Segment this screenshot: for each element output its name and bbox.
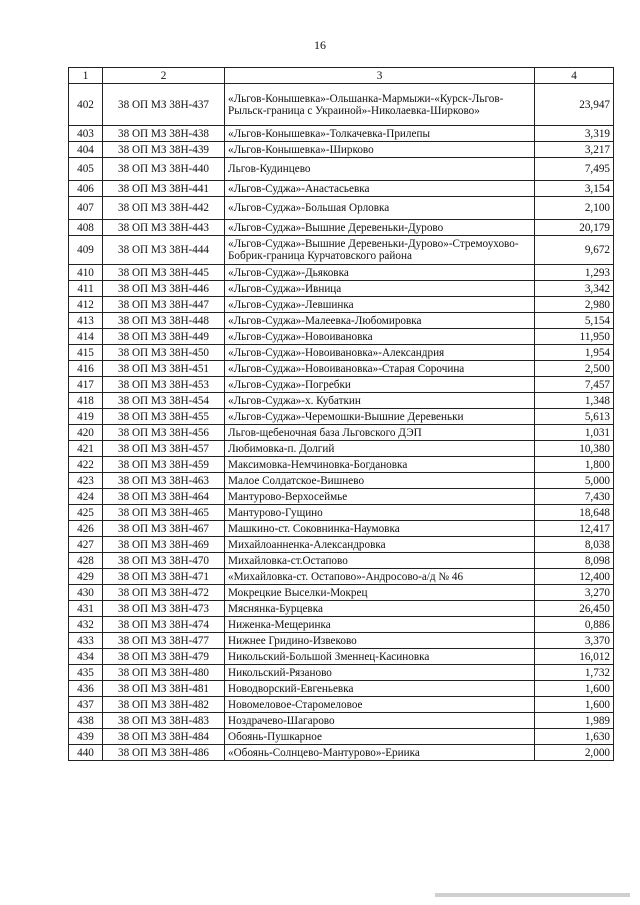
table-row — [69, 297, 614, 313]
table-row — [69, 665, 614, 681]
table-row — [69, 345, 614, 361]
road-length: 20,179 — [535, 220, 614, 236]
table-row — [69, 569, 614, 585]
row-number: 427 — [69, 537, 103, 553]
row-number: 417 — [69, 377, 103, 393]
road-code: 38 ОП МЗ 38Н-480 — [103, 665, 225, 681]
table-row — [69, 361, 614, 377]
road-code: 38 ОП МЗ 38Н-438 — [103, 126, 225, 142]
road-length: 3,270 — [535, 585, 614, 601]
road-length: 1,732 — [535, 665, 614, 681]
row-number: 415 — [69, 345, 103, 361]
row-number: 413 — [69, 313, 103, 329]
road-length: 2,100 — [535, 197, 614, 220]
table-row — [69, 537, 614, 553]
table-row — [69, 521, 614, 537]
road-name: Мокрецкие Выселки-Мокрец — [225, 585, 535, 601]
table-row — [69, 377, 614, 393]
road-name: Новомеловое-Старомеловое — [225, 697, 535, 713]
road-name: Машкино-ст. Соковнинка-Наумовка — [225, 521, 535, 537]
road-name: «Обоянь-Солнцево-Мантурово»-Ериика — [225, 745, 535, 761]
table-row — [69, 126, 614, 142]
road-name: Ниженка-Мещеринка — [225, 617, 535, 633]
road-name: Новодворский-Евгеньевка — [225, 681, 535, 697]
header-col-4: 4 — [535, 68, 614, 84]
row-number: 430 — [69, 585, 103, 601]
road-length: 8,098 — [535, 553, 614, 569]
road-length: 3,154 — [535, 181, 614, 197]
table-row — [69, 236, 614, 265]
row-number: 432 — [69, 617, 103, 633]
table-row — [69, 505, 614, 521]
road-code: 38 ОП МЗ 38Н-445 — [103, 265, 225, 281]
road-code: 38 ОП МЗ 38Н-439 — [103, 142, 225, 158]
row-number: 440 — [69, 745, 103, 761]
table-row — [69, 729, 614, 745]
row-number: 402 — [69, 84, 103, 126]
road-length: 12,417 — [535, 521, 614, 537]
table-row — [69, 457, 614, 473]
road-name: «Льгов-Конышевка»-Ширково — [225, 142, 535, 158]
road-length: 16,012 — [535, 649, 614, 665]
road-name: «Льгов-Суджа»-Дьяковка — [225, 265, 535, 281]
header-col-2: 2 — [103, 68, 225, 84]
road-name: «Льгов-Суджа»-Новоивановка — [225, 329, 535, 345]
row-number: 426 — [69, 521, 103, 537]
row-number: 422 — [69, 457, 103, 473]
road-code: 38 ОП МЗ 38Н-477 — [103, 633, 225, 649]
table-row — [69, 281, 614, 297]
table-row — [69, 142, 614, 158]
road-name: «Михайловка-ст. Остапово»-Андросово-а/д № 46 — [225, 569, 535, 585]
road-code: 38 ОП МЗ 38Н-451 — [103, 361, 225, 377]
road-name: Мяснянка-Бурцевка — [225, 601, 535, 617]
row-number: 418 — [69, 393, 103, 409]
road-length: 1,348 — [535, 393, 614, 409]
table-row — [69, 197, 614, 220]
road-length: 0,886 — [535, 617, 614, 633]
road-name: Михайловка-ст.Остапово — [225, 553, 535, 569]
road-name: «Льгов-Суджа»-Вышние Деревеньки-Дурово — [225, 220, 535, 236]
table-header-row — [69, 68, 614, 84]
road-name: «Льгов-Суджа»-Большая Орловка — [225, 197, 535, 220]
row-number: 421 — [69, 441, 103, 457]
road-code: 38 ОП МЗ 38Н-437 — [103, 84, 225, 126]
road-code: 38 ОП МЗ 38Н-479 — [103, 649, 225, 665]
road-code: 38 ОП МЗ 38Н-484 — [103, 729, 225, 745]
road-length: 5,613 — [535, 409, 614, 425]
row-number: 420 — [69, 425, 103, 441]
table-row — [69, 489, 614, 505]
table-row — [69, 313, 614, 329]
table-row — [69, 220, 614, 236]
road-length: 3,342 — [535, 281, 614, 297]
road-code: 38 ОП МЗ 38Н-444 — [103, 236, 225, 265]
road-name: Малое Солдатское-Вишнево — [225, 473, 535, 489]
table-row — [69, 617, 614, 633]
road-code: 38 ОП МЗ 38Н-470 — [103, 553, 225, 569]
road-name: Никольский-Большой Зменнец-Касиновка — [225, 649, 535, 665]
road-name: «Льгов-Суджа»-Левшинка — [225, 297, 535, 313]
road-length: 5,000 — [535, 473, 614, 489]
road-length: 1,954 — [535, 345, 614, 361]
table-row — [69, 745, 614, 761]
row-number: 412 — [69, 297, 103, 313]
road-length: 1,600 — [535, 697, 614, 713]
row-number: 419 — [69, 409, 103, 425]
table-row — [69, 409, 614, 425]
road-length: 8,038 — [535, 537, 614, 553]
road-code: 38 ОП МЗ 38Н-450 — [103, 345, 225, 361]
road-code: 38 ОП МЗ 38Н-441 — [103, 181, 225, 197]
road-code: 38 ОП МЗ 38Н-447 — [103, 297, 225, 313]
roads-table — [68, 67, 614, 761]
table-row — [69, 441, 614, 457]
road-length: 12,400 — [535, 569, 614, 585]
row-number: 405 — [69, 158, 103, 181]
road-code: 38 ОП МЗ 38Н-453 — [103, 377, 225, 393]
row-number: 435 — [69, 665, 103, 681]
road-name: «Льгов-Суджа»-Новоивановка»-Александрия — [225, 345, 535, 361]
table-row — [69, 473, 614, 489]
road-code: 38 ОП МЗ 38Н-481 — [103, 681, 225, 697]
road-code: 38 ОП МЗ 38Н-483 — [103, 713, 225, 729]
road-code: 38 ОП МЗ 38Н-442 — [103, 197, 225, 220]
road-name: «Льгов-Суджа»-х. Кубаткин — [225, 393, 535, 409]
road-name: «Льгов-Конышевка»-Толкачевка-Прилепы — [225, 126, 535, 142]
road-name: Нижнее Гридино-Извеково — [225, 633, 535, 649]
table-body — [69, 84, 614, 761]
header-col-1: 1 — [69, 68, 103, 84]
road-code: 38 ОП МЗ 38Н-456 — [103, 425, 225, 441]
table-row — [69, 329, 614, 345]
row-number: 411 — [69, 281, 103, 297]
road-code: 38 ОП МЗ 38Н-455 — [103, 409, 225, 425]
road-code: 38 ОП МЗ 38Н-473 — [103, 601, 225, 617]
row-number: 416 — [69, 361, 103, 377]
road-name: «Льгов-Суджа»-Вышние Деревеньки-Дурово»-Стремоухово-Бобрик-граница Курчатовского района — [225, 236, 535, 265]
road-length: 1,989 — [535, 713, 614, 729]
header-col-3: 3 — [225, 68, 535, 84]
row-number: 424 — [69, 489, 103, 505]
road-length: 3,319 — [535, 126, 614, 142]
row-number: 437 — [69, 697, 103, 713]
road-length: 7,457 — [535, 377, 614, 393]
table-row — [69, 585, 614, 601]
road-code: 38 ОП МЗ 38Н-474 — [103, 617, 225, 633]
table-row — [69, 697, 614, 713]
row-number: 403 — [69, 126, 103, 142]
road-length: 2,000 — [535, 745, 614, 761]
road-name: Михайлоанненка-Александровка — [225, 537, 535, 553]
road-length: 23,947 — [535, 84, 614, 126]
table-row — [69, 713, 614, 729]
road-length: 7,495 — [535, 158, 614, 181]
page-number: 16 — [314, 38, 326, 52]
road-length: 9,672 — [535, 236, 614, 265]
road-name: Мантурово-Гущино — [225, 505, 535, 521]
road-length: 3,370 — [535, 633, 614, 649]
row-number: 410 — [69, 265, 103, 281]
row-number: 434 — [69, 649, 103, 665]
road-name: Обоянь-Пушкарное — [225, 729, 535, 745]
table-row — [69, 265, 614, 281]
row-number: 404 — [69, 142, 103, 158]
road-name: «Льгов-Суджа»-Новоивановка»-Старая Сорочина — [225, 361, 535, 377]
road-code: 38 ОП МЗ 38Н-457 — [103, 441, 225, 457]
road-name: «Льгов-Суджа»-Анастасьевка — [225, 181, 535, 197]
table-row — [69, 158, 614, 181]
road-name: Льгов-Кудинцево — [225, 158, 535, 181]
road-length: 1,031 — [535, 425, 614, 441]
road-code: 38 ОП МЗ 38Н-449 — [103, 329, 225, 345]
table-row — [69, 84, 614, 126]
row-number: 407 — [69, 197, 103, 220]
table-row — [69, 181, 614, 197]
road-length: 5,154 — [535, 313, 614, 329]
row-number: 428 — [69, 553, 103, 569]
road-code: 38 ОП МЗ 38Н-443 — [103, 220, 225, 236]
row-number: 423 — [69, 473, 103, 489]
road-length: 1,630 — [535, 729, 614, 745]
road-length: 1,800 — [535, 457, 614, 473]
road-code: 38 ОП МЗ 38Н-465 — [103, 505, 225, 521]
table-row — [69, 425, 614, 441]
road-code: 38 ОП МЗ 38Н-482 — [103, 697, 225, 713]
road-code: 38 ОП МЗ 38Н-469 — [103, 537, 225, 553]
row-number: 408 — [69, 220, 103, 236]
road-name: Максимовка-Немчиновка-Богдановка — [225, 457, 535, 473]
row-number: 439 — [69, 729, 103, 745]
table-row — [69, 553, 614, 569]
road-name: Ноздрачево-Шагарово — [225, 713, 535, 729]
table-row — [69, 681, 614, 697]
road-code: 38 ОП МЗ 38Н-459 — [103, 457, 225, 473]
road-length: 10,380 — [535, 441, 614, 457]
row-number: 433 — [69, 633, 103, 649]
table-row — [69, 393, 614, 409]
road-length: 26,450 — [535, 601, 614, 617]
table-row — [69, 633, 614, 649]
road-length: 18,648 — [535, 505, 614, 521]
row-number: 436 — [69, 681, 103, 697]
road-name: Никольский-Рязаново — [225, 665, 535, 681]
road-code: 38 ОП МЗ 38Н-471 — [103, 569, 225, 585]
road-code: 38 ОП МЗ 38Н-472 — [103, 585, 225, 601]
row-number: 406 — [69, 181, 103, 197]
road-name: Любимовка-п. Долгий — [225, 441, 535, 457]
road-name: «Льгов-Суджа»-Погребки — [225, 377, 535, 393]
table-row — [69, 601, 614, 617]
road-name: «Льгов-Суджа»-Черемошки-Вышние Деревеньки — [225, 409, 535, 425]
road-code: 38 ОП МЗ 38Н-464 — [103, 489, 225, 505]
road-name: «Льгов-Суджа»-Малеевка-Любомировка — [225, 313, 535, 329]
road-code: 38 ОП МЗ 38Н-446 — [103, 281, 225, 297]
road-code: 38 ОП МЗ 38Н-448 — [103, 313, 225, 329]
road-length: 7,430 — [535, 489, 614, 505]
road-name: Мантурово-Верхосеймье — [225, 489, 535, 505]
road-name: Льгов-щебеночная база Льговского ДЭП — [225, 425, 535, 441]
row-number: 431 — [69, 601, 103, 617]
road-length: 1,600 — [535, 681, 614, 697]
road-length: 2,980 — [535, 297, 614, 313]
road-code: 38 ОП МЗ 38Н-463 — [103, 473, 225, 489]
road-length: 1,293 — [535, 265, 614, 281]
road-code: 38 ОП МЗ 38Н-454 — [103, 393, 225, 409]
footer-mark — [435, 893, 630, 897]
road-code: 38 ОП МЗ 38Н-467 — [103, 521, 225, 537]
road-name: «Льгов-Конышевка»-Ольшанка-Мармыжи-«Курск-Льгов-Рыльск-граница с Украиной»-Николаевка-Ширково» — [225, 84, 535, 126]
row-number: 438 — [69, 713, 103, 729]
row-number: 425 — [69, 505, 103, 521]
row-number: 414 — [69, 329, 103, 345]
road-length: 3,217 — [535, 142, 614, 158]
road-length: 11,950 — [535, 329, 614, 345]
table-row — [69, 649, 614, 665]
road-name: «Льгов-Суджа»-Ивница — [225, 281, 535, 297]
row-number: 409 — [69, 236, 103, 265]
road-code: 38 ОП МЗ 38Н-486 — [103, 745, 225, 761]
row-number: 429 — [69, 569, 103, 585]
road-code: 38 ОП МЗ 38Н-440 — [103, 158, 225, 181]
road-length: 2,500 — [535, 361, 614, 377]
